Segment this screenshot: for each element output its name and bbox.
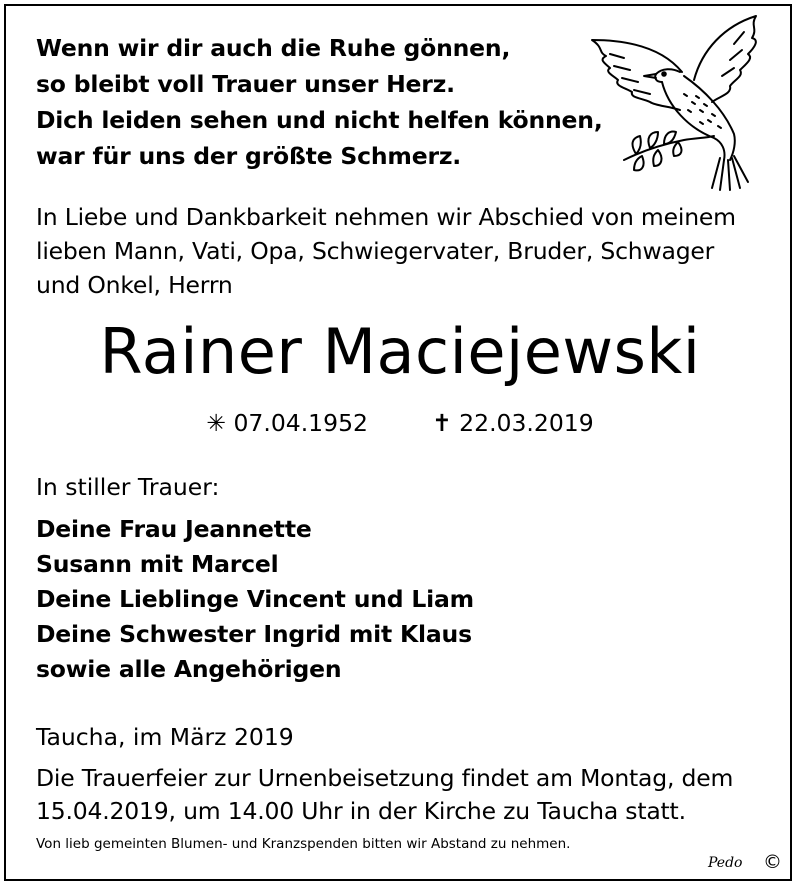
mourner-entry: Susann mit Marcel: [36, 550, 279, 578]
farewell-intro: [36, 200, 736, 302]
copyright-mark: ©: [763, 851, 782, 873]
mourner-entry: Deine Schwester Ingrid mit Klaus: [36, 620, 472, 648]
flower-donation-note: Von lieb gemeinten Blumen- und Kranzspenden bitten wir Abstand zu nehmen.: [36, 836, 571, 852]
intro-line: und Onkel, Herrn: [36, 271, 233, 299]
place-and-date: Taucha, im März 2019: [36, 723, 294, 751]
mourner-entry: sowie alle Angehörigen: [36, 655, 342, 683]
intro-line: lieben Mann, Vati, Opa, Schwiegervater, Bruder, Schwager: [36, 237, 715, 265]
poem-line: war für uns der größte Schmerz.: [36, 142, 462, 170]
funeral-service-info: [36, 762, 733, 828]
service-line: 15.04.2019, um 14.00 Uhr in der Kirche zu Taucha statt.: [36, 797, 686, 825]
poem-line: Wenn wir dir auch die Ruhe gönnen,: [36, 34, 511, 62]
mourners-list: [36, 512, 474, 687]
service-line: Die Trauerfeier zur Urnenbeisetzung findet am Montag, dem: [36, 764, 734, 792]
birth-date: ✳ 07.04.1952: [206, 409, 368, 437]
poem-verse: [36, 30, 603, 174]
life-dates: [0, 406, 800, 440]
mourner-entry: Deine Frau Jeannette: [36, 515, 312, 543]
intro-line: In Liebe und Dankbarkeit nehmen wir Abschied von meinem: [36, 203, 736, 231]
death-date: ✝ 22.03.2019: [432, 409, 594, 437]
deceased-name: Rainer Maciejewski: [99, 315, 701, 388]
mourner-entry: Deine Lieblinge Vincent und Liam: [36, 585, 474, 613]
poem-line: so bleibt voll Trauer unser Herz.: [36, 70, 455, 98]
poem-line: Dich leiden sehen und nicht helfen können,: [36, 106, 603, 134]
designer-signature: Pedo: [708, 855, 743, 871]
mourning-label: In stiller Trauer:: [36, 473, 220, 501]
dove-with-olive-branch-icon: [584, 10, 774, 192]
